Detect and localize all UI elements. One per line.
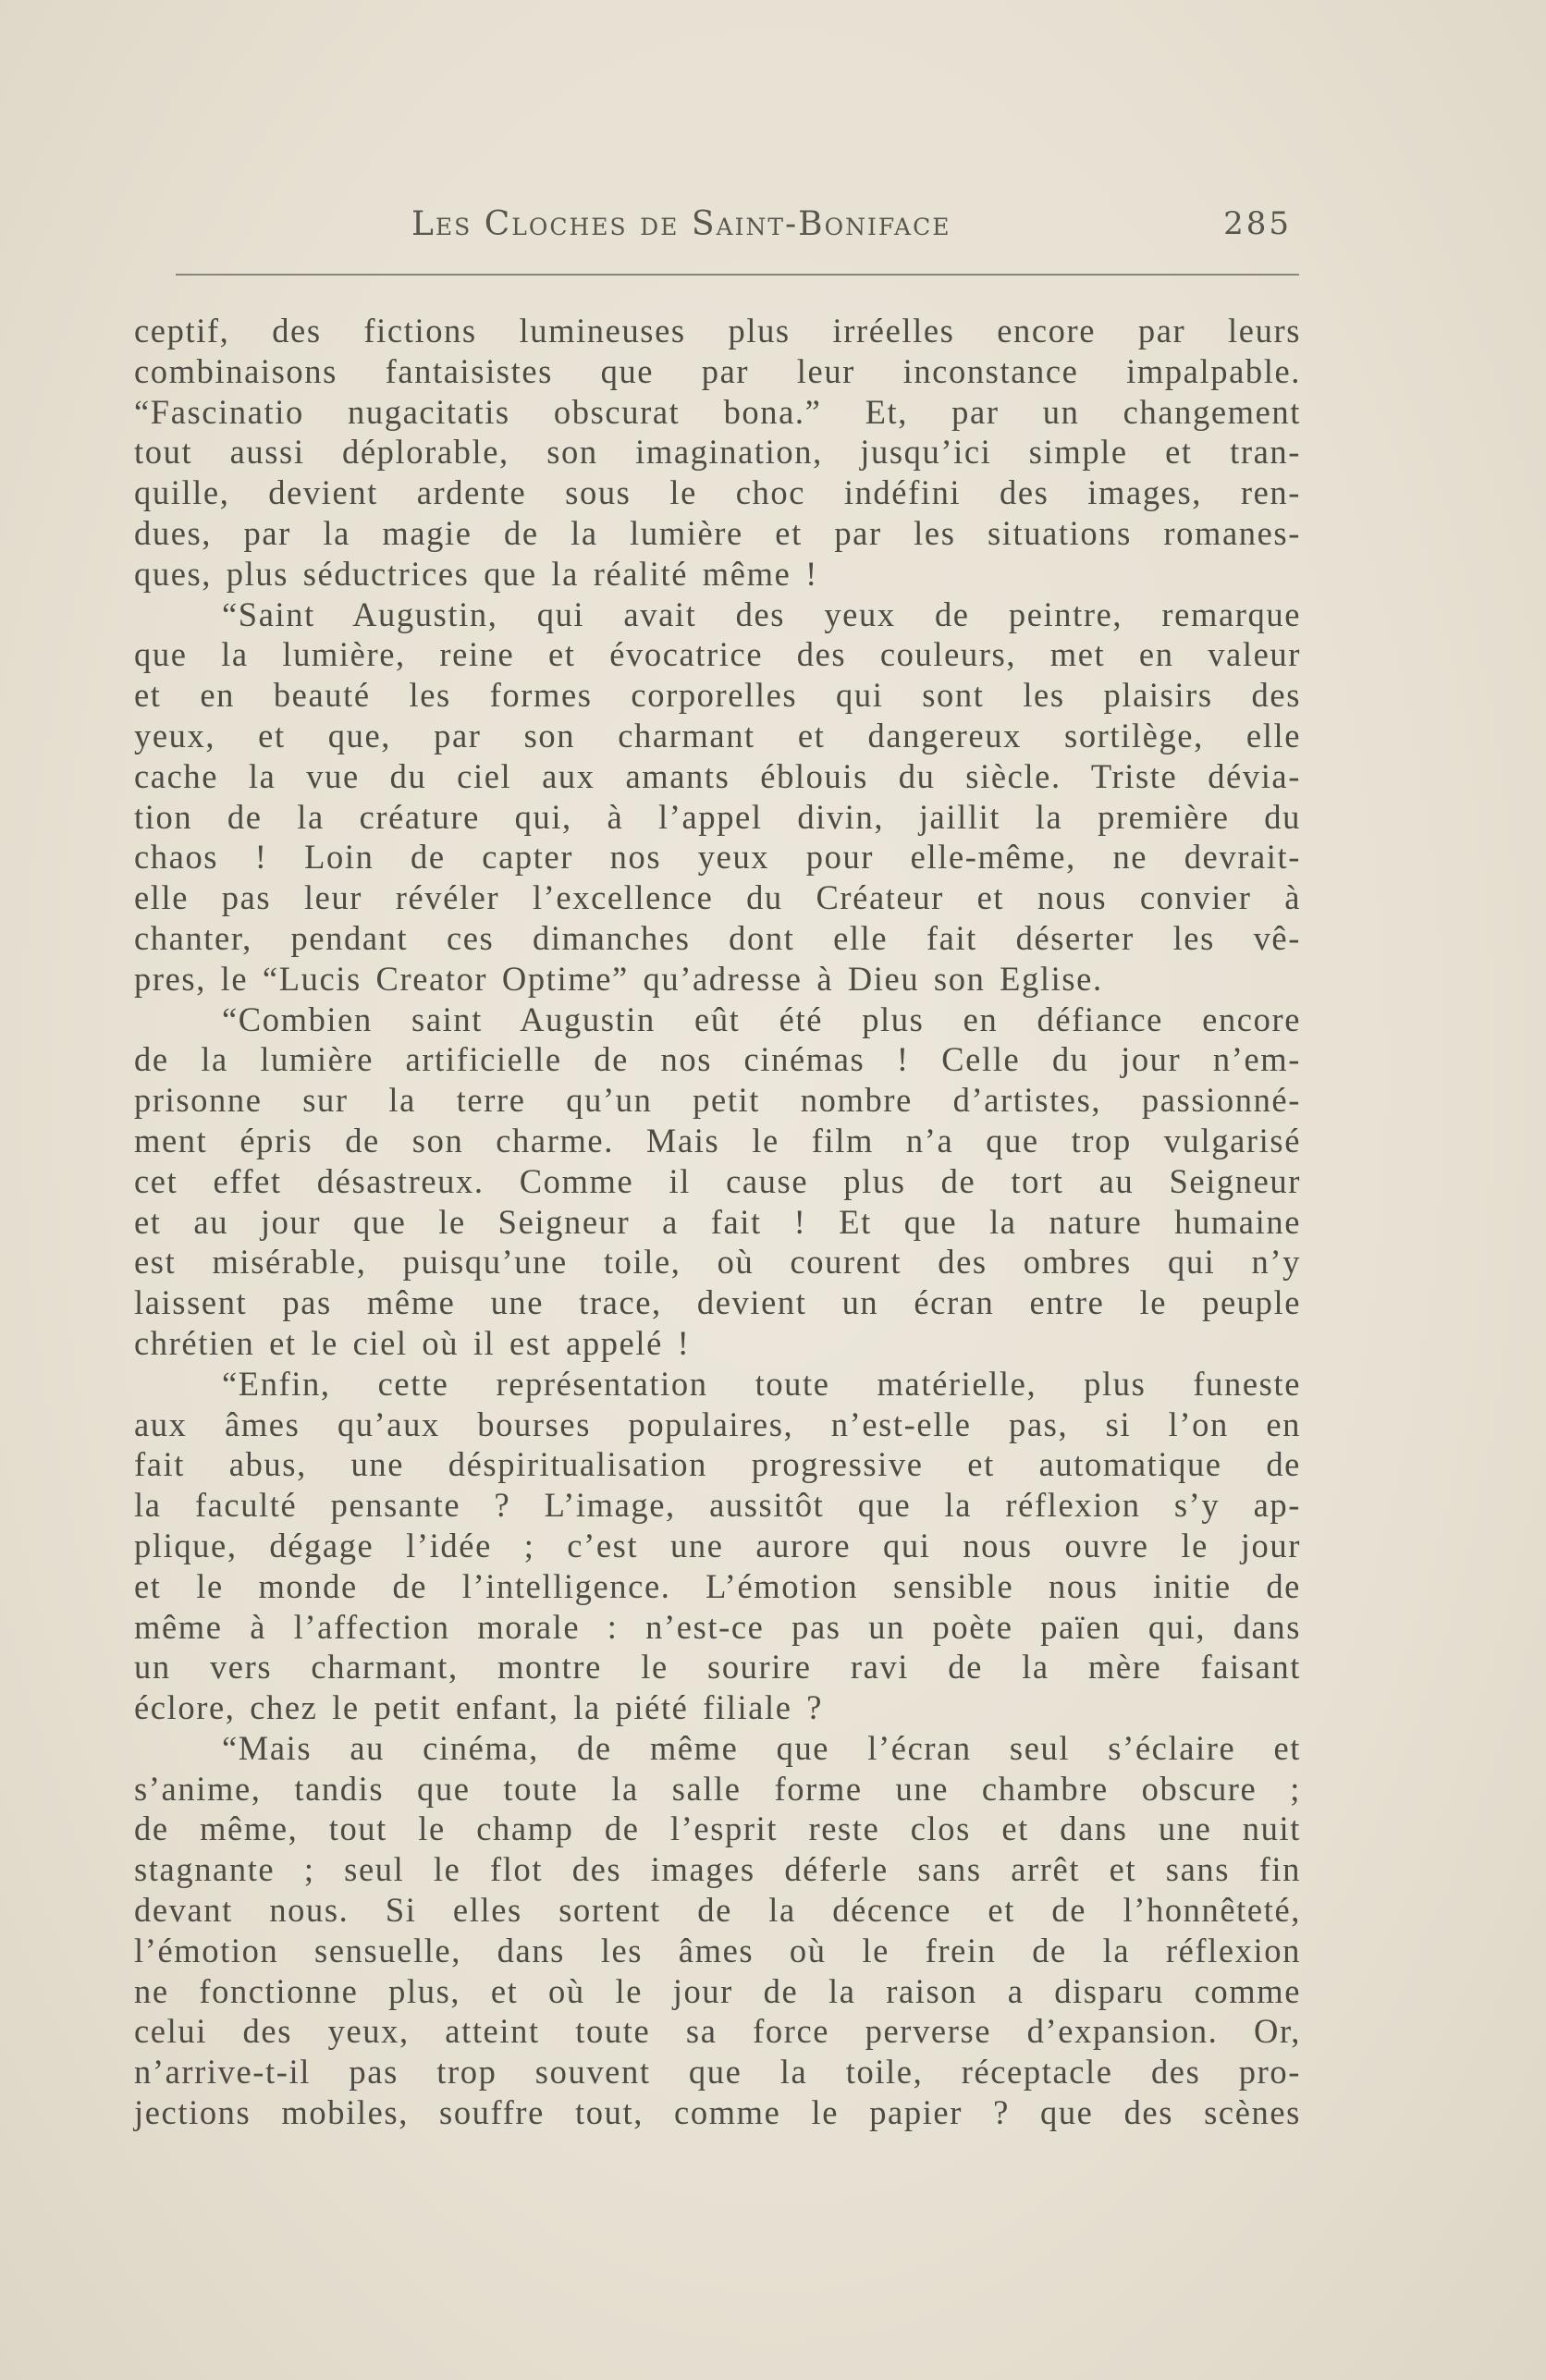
text-line: ne fonctionne plus, et où le jour de la raison a disparu comme [134,1971,1301,2010]
text-line: yeux, et que, par son charmant et dangereux sortilège, elle [134,716,1301,754]
text-line: quille, devient ardente sous le choc indéfini des images, ren- [134,473,1301,512]
text-line: “Enfin, cette représentation toute matérielle, plus funeste [222,1364,1301,1403]
text-line: et au jour que le Seigneur a fait ! Et que la nature humaine [134,1202,1301,1241]
running-head [176,205,1299,261]
text-line: jections mobiles, souffre tout, comme le papier ? que des scènes [134,2093,1301,2132]
text-line: que la lumière, reine et évocatrice des couleurs, met en valeur [134,635,1301,674]
text-line: prisonne sur la terre qu’un petit nombre d’artistes, passionné- [134,1081,1301,1120]
text-line: chrétien et le ciel où il est appelé ! [134,1323,691,1362]
text-line: stagnante ; seul le flot des images déferle sans arrêt et sans fin [134,1850,1301,1889]
paragraph [134,1000,1301,1364]
page-number: 285 [1223,205,1292,242]
text-line: cache la vue du ciel aux amants éblouis du siècle. Triste dévia- [134,756,1301,795]
text-line: n’arrive-t-il pas trop souvent que la toile, réceptacle des pro- [134,2053,1301,2092]
body-text [134,311,1301,2133]
text-line: pres, le “Lucis Creator Optime” qu’adresse à Dieu son Eglise. [134,959,1103,998]
text-line: devant nous. Si elles sortent de la décence et de l’honnêteté, [134,1891,1301,1930]
text-line: ques, plus séductrices que la réalité même ! [134,554,818,593]
text-line: de même, tout le champ de l’esprit reste clos et dans une nuit [134,1810,1301,1848]
text-line: dues, par la magie de la lumière et par les situations romanes- [134,513,1301,552]
text-line: combinaisons fantaisistes que par leur inconstance impalpable. [134,351,1301,390]
text-line: aux âmes qu’aux bourses populaires, n’est-elle pas, si l’on en [134,1405,1301,1443]
text-line: s’anime, tandis que toute la salle forme une chambre obscure ; [134,1769,1301,1808]
text-line: un vers charmant, montre le sourire ravi de la mère faisant [134,1648,1301,1687]
text-line: la faculté pensante ? L’image, aussitôt que la réflexion s’y ap- [134,1486,1301,1525]
paragraph [134,595,1301,1000]
text-line: et le monde de l’intelligence. L’émotion sensible nous initie de [134,1566,1301,1605]
text-line: chaos ! Loin de capter nos yeux pour elle-même, ne devrait- [134,838,1301,877]
text-line: ment épris de son charme. Mais le film n’a que trop vulgarisé [134,1121,1301,1159]
text-line: de la lumière artificielle de nos cinémas ! Celle du jour n’em- [134,1040,1301,1079]
text-line: laissent pas même une trace, devient un écran entre le peuple [134,1283,1301,1322]
text-line: celui des yeux, atteint toute sa force perverse d’expansion. Or, [134,2012,1301,2051]
text-line: tout aussi déplorable, son imagination, jusqu’ici simple et tran- [134,433,1301,472]
text-line: cet effet désastreux. Comme il cause plus de tort au Seigneur [134,1161,1301,1200]
text-line: et en beauté les formes corporelles qui sont les plaisirs des [134,676,1301,715]
running-title: Les Cloches de Saint-Boniface [411,205,951,243]
text-line: fait abus, une déspiritualisation progressive et automatique de [134,1445,1301,1484]
text-line: même à l’affection morale : n’est-ce pas un poète païen qui, dans [134,1607,1301,1646]
text-line: l’émotion sensuelle, dans les âmes où le frein de la réflexion [134,1931,1301,1969]
text-line: tion de la créature qui, à l’appel divin, jaillit la première du [134,797,1301,836]
text-line: “Fascinatio nugacitatis obscurat bona.” Et, par un changement [134,392,1301,431]
text-line: “Saint Augustin, qui avait des yeux de peintre, remarque [222,595,1301,633]
text-line: chanter, pendant ces dimanches dont elle fait déserter les vê- [134,918,1301,957]
paragraph [134,311,1301,595]
text-line: plique, dégage l’idée ; c’est une aurore qui nous ouvre le jour [134,1526,1301,1564]
text-line: elle pas leur révéler l’excellence du Créateur et nous convier à [134,878,1301,917]
paragraph [134,1728,1301,2133]
text-line: “Combien saint Augustin eût été plus en défiance encore [222,1000,1301,1038]
text-line: est misérable, puisqu’une toile, où courent des ombres qui n’y [134,1243,1301,1282]
paragraph [134,1364,1301,1728]
text-line: “Mais au cinéma, de même que l’écran seul s’éclaire et [222,1728,1301,1767]
text-line: ceptif, des fictions lumineuses plus irréelles encore par leurs [134,312,1301,350]
text-line: éclore, chez le petit enfant, la piété filiale ? [134,1688,824,1727]
header-rule [176,274,1299,276]
